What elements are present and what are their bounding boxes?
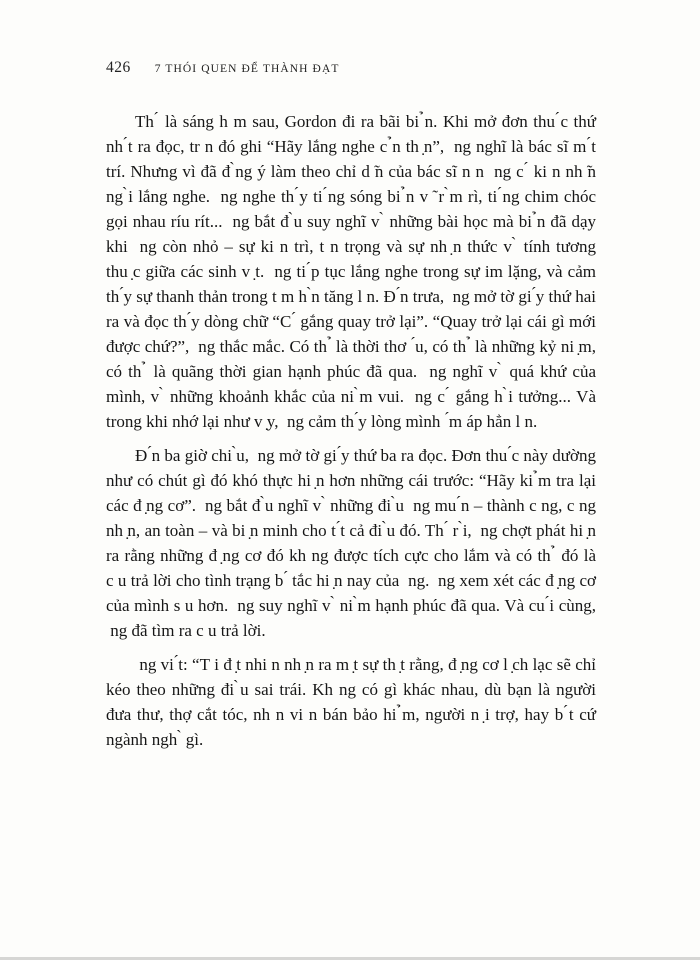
page-number: 426: [106, 59, 131, 76]
paragraph: Đ ́n ba giờ chi ̀u, ng mở tờ gi ́y thứ ba ra đọc. Đơn thu ́c này dường như có chút gì đó khó thực hi ̣n hơn những cái trước: “Hãy ki ̉m tra lại các đ ̣ng cơ”. ng bắt đ ̀u nghĩ v ̀ những đi ̀u ng mu ́n – thành c ng, c ng nh ̣n, an toàn – và bi ̣n minh cho t ́t cả đi ̀u đó. Th ́ r ̀i, ng chợt phát hi ̣n ra rằng những đ ̣ng cơ đó kh ng được tích cực cho lắm và có th ̉ đó là c u trả lời cho tình trạng b ́ tắc hi ̣n nay của ng. ng xem xét các đ ̣ng cơ của mình s u hơn. ng suy nghĩ v ̀ ni ̀m hạnh phúc đã qua. Và cu ́i cùng, ng đã tìm ra c u trả lời.: [106, 446, 596, 640]
paragraph: ng vi ́t: “T i đ ̣t nhi n nh ̣n ra m ̣t sự th ̣t rằng, đ ̣ng cơ l ̣ch lạc sẽ chỉ kéo theo những đi ̀u sai trái. Kh ng có gì khác nhau, dù bạn là người đưa thư, thợ cắt tóc, nh n vi n bán bảo hi ̉m, người n ̣i trợ, hay b ́t cứ ngành ngh ̀ gì.: [106, 655, 596, 749]
paragraph: Th ́ là sáng h m sau, Gordon đi ra bãi bi ̉n. Khi mở đơn thu ́c thứ nh ́t ra đọc, tr n đó ghi “Hãy lắng nghe c ̉n th ̣n”, ng nghĩ là bác sĩ m ́t trí. Nhưng vì đã đ ̀ng ý làm theo chỉ d ̃n của bác sĩ n n ng c ́ ki n nh ̃n ng ̀i lắng nghe. ng nghe th ́y ti ́ng sóng bi ̉n v ̃ r ̀m rì, ti ́ng chim chóc gọi nhau ríu rít... ng bắt đ ̀u suy nghĩ v ̀ những bài học mà bi ̉n đã dạy khi ng còn nhỏ – sự ki n trì, t n trọng và sự nh ̣n thức v ̀ tính tương thu ̣c giữa các sinh v ̣t. ng ti ́p tục lắng nghe trong sự im lặng, và cảm th ́y sự thanh thản trong t m h ̀n tăng l n. Đ ́n trưa, ng mở tờ gi ́y thứ hai ra và đọc th ́y dòng chữ “C ́ gắng quay trở lại”. “Quay trở lại cái gì mới được chứ?”, ng thắc mắc. Có th ̉ là thời thơ ́u, có th ̉ là những kỷ ni ̣m, có th ̉ là quãng thời gian hạnh phúc đã qua. ng nghĩ v ̀ quá khứ của mình, v ̀ những khoảnh khắc của ni ̀m vui. ng c ́ gắng h ̀i tưởng... Và trong khi nhớ lại như v ̣y, ng cảm th ́y lòng mình ́m áp hẳn l n.: [106, 112, 596, 431]
page-header: [106, 59, 594, 77]
running-header-title: 7 THÓI QUEN ĐỂ THÀNH ĐẠT: [154, 63, 340, 75]
page-body: [106, 109, 596, 752]
